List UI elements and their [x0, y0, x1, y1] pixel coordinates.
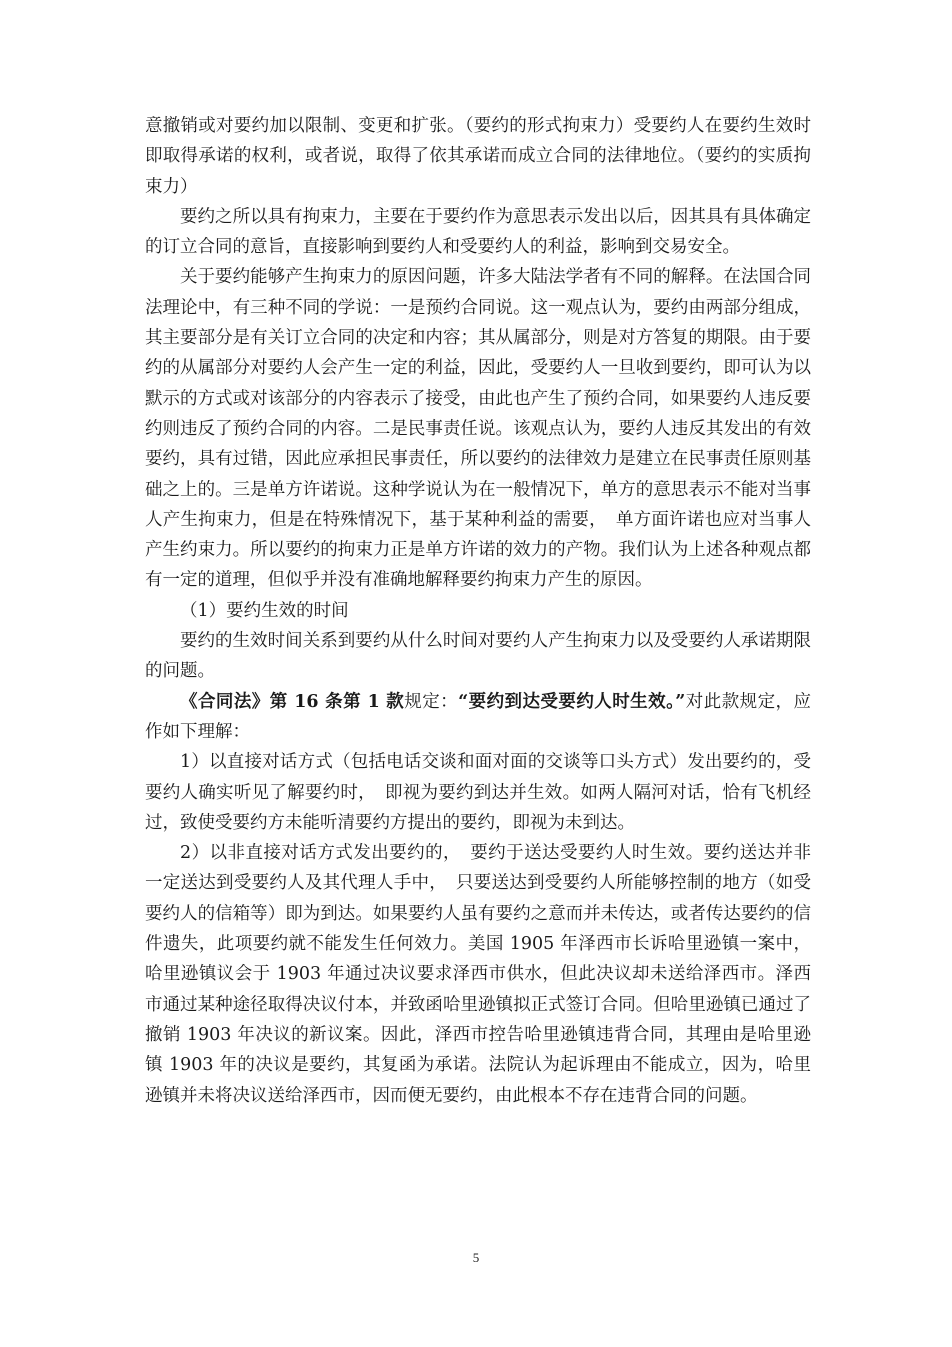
page-number: 5 — [472, 1250, 480, 1265]
text-span: 要约之所以具有拘束力，主要在于要约作为意思表示发出以后，因其具有具体确定的订立合同的意旨，直接影响到要约人和受要约人的利益，影响到交易安全。 — [145, 206, 811, 258]
text-span: 关于要约能够产生拘束力的原因问题，许多大陆法学者有不同的解释。在法国合同法理论中，有三种不同的学说：一是预约合同说。这一观点认为，要约由两部分组成，其主要部分是有关订立合同的决定和内容；其从属部分，则是对方答复的期限。由于要约的从属部分对要约人会产生一定的利益，因此，受要约人一旦收到要约，即可认为以默示的方式或对该部分的内容表示了接受，由此也产生了预约合同，如果要约人违反要约则违反了预约合同的内容。二是民事责任说。该观点认为，要约人违反其发出的有效要约，具有过错，因此应承担民事责任，所以要约的法律效力是建立在民事责任原则基础之上的。三是单方许诺说。这种学说认为在一般情况下，单方的意思表示不能对当事人产生拘束力，但是在特殊情况下，基于某种利益的需要， 单方面许诺也应对当事人产生约束力。所以要约的拘束力正是单方许诺的效力的产物。我们认为上述各种观点都有一定的道理，但似乎并没有准确地解释要约拘束力产生的原因。 — [145, 267, 811, 591]
text-span: （1）要约生效的时间 — [180, 600, 349, 621]
paragraph-p2 — [145, 202, 811, 263]
paragraph-p8 — [145, 838, 811, 1111]
text-span: 2）以非直接对话方式发出要约的， 要约于送达受要约人时生效。要约送达并非一定送达到受要约人及其代理人手中， 只要送达到受要约人所能够控制的地方（如受要约人的信箱等）即为到达。如果要约人虽有要约之意而并未传达，或者传达要约的信件遗失，此项要约就不能发生任何效力。美国 1905 年泽西市长诉哈里逊镇一案中，哈里逊镇议会于 1903 年通过决议要求泽西市供水，但此决议却未送给泽西市。泽西市通过某种途径取得决议付本，并致函哈里逊镇拟正式签订合同。但哈里逊镇已通过了撤销 1903 年决议的新议案。因此，泽西市控告哈里逊镇违背合同，其理由是哈里逊镇 1903 年的决议是要约，其复函为承诺。法院认为起诉理由不能成立，因为，哈里逊镇并未将决议送给泽西市，因而便无要约，由此根本不存在违背合同的问题。 — [145, 843, 811, 1106]
paragraph-p6 — [145, 687, 811, 748]
text-span: 要约的生效时间关系到要约从什么时间对要约人产生拘束力以及受要约人承诺期限的问题。 — [145, 631, 811, 682]
paragraph-p7 — [145, 747, 811, 838]
text-span: 1）以直接对话方式（包括电话交谈和面对面的交谈等口头方式）发出要约的，受要约人确实听见了解要约时， 即视为要约到达并生效。如两人隔河对话，恰有飞机经过，致使受要约方未能听清要约方提出的要约，即视为未到达。 — [145, 752, 811, 833]
text-span: 规定： — [404, 691, 459, 712]
bold-text-span: 《合同法》第 16 条第 1 款 — [180, 691, 405, 712]
text-span: 意撤销或对要约加以限制、变更和扩张。（要约的形式拘束力）受要约人在要约生效时即取得承诺的权利，或者说，取得了依其承诺而成立合同的法律地位。（要约的实质拘束力） — [145, 116, 811, 197]
document-body — [145, 111, 811, 1111]
paragraph-p3 — [145, 262, 811, 595]
bold-text-span: “要约到达受要约人时生效。” — [458, 691, 686, 712]
paragraph-p5 — [145, 626, 811, 687]
paragraph-p1 — [145, 111, 811, 202]
text-span: 对此款规定，应作如下理解： — [145, 691, 811, 742]
paragraph-p4 — [145, 596, 811, 626]
